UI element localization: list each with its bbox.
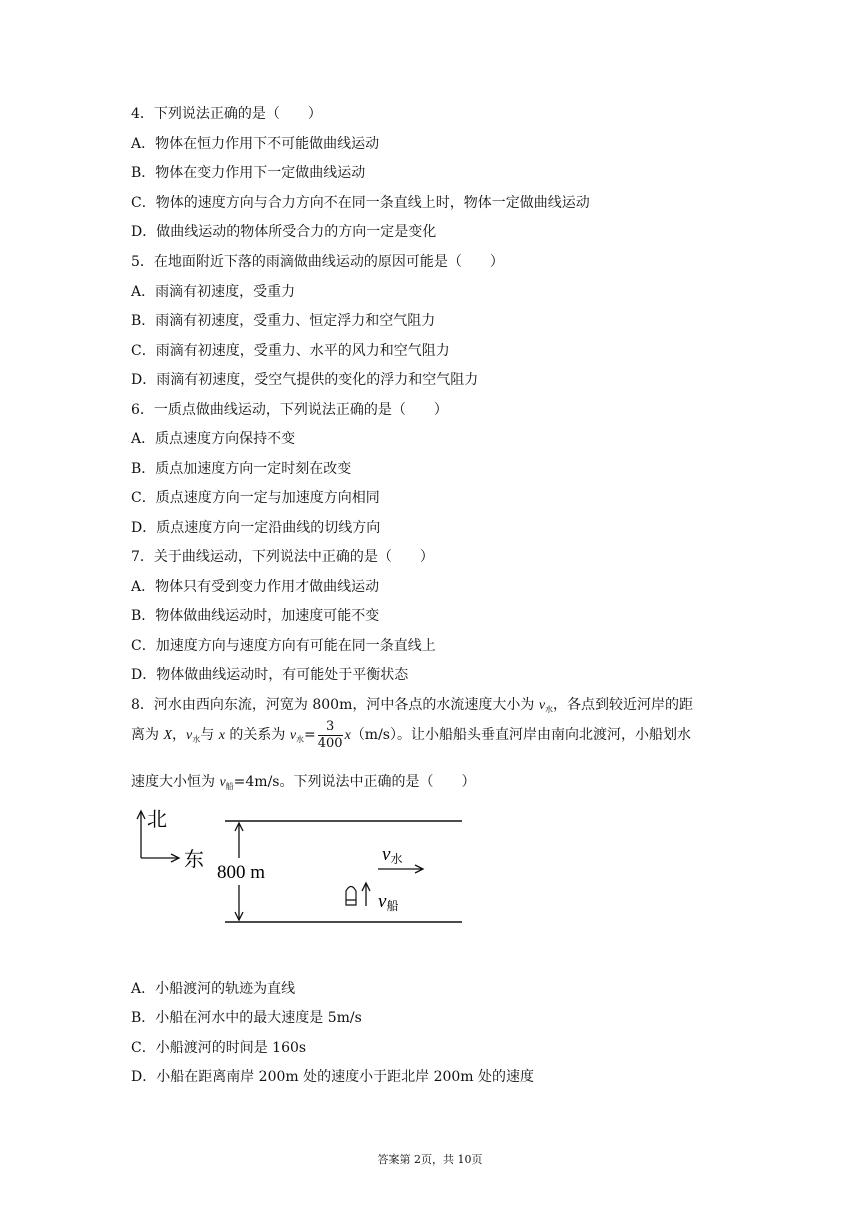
boat-velocity-arrow [362, 883, 370, 906]
q8-stem-line1: 8．河水由西向东流，河宽为 800m，河中各点的水流速度大小为 $v_水$，各点到较近河岸的距 [131, 697, 694, 714]
q4-option-a: A．物体在恒力作用下不可能做曲线运动 [131, 136, 380, 152]
boat-icon [346, 887, 356, 906]
q6-option-c: C．质点速度方向一定与加速度方向相同 [131, 490, 380, 506]
width-label: 800 m [217, 862, 266, 883]
q4-option-c: C．物体的速度方向与合力方向不在同一条直线上时，物体一定做曲线运动 [131, 195, 590, 211]
q5-stem: 5．在地面附近下落的雨滴做曲线运动的原因可能是（ ） [131, 254, 504, 270]
q8-option-d: D．小船在距离南岸 200m 处的速度小于距北岸 200m 处的速度 [131, 1069, 535, 1085]
q7-option-d: D．物体做曲线运动时，有可能处于平衡状态 [131, 667, 409, 683]
q8-stem-line2: 离为 X，$v_水$与 x 的关系为 $v_水=$ $\frac{3}{400}$ x（m/s）。让小船船头垂直河岸由南向北渡河，小船划水 [131, 718, 691, 751]
q7-option-a: A．物体只有受到变力作用才做曲线运动 [131, 579, 380, 595]
q6-option-a: A．质点速度方向保持不变 [131, 431, 296, 447]
north-label: 北 [147, 809, 167, 831]
water-velocity-arrow [378, 865, 423, 873]
river-figure [120, 800, 480, 940]
q6-option-b: B．质点加速度方向一定时刻在改变 [131, 461, 352, 477]
q6-option-d: D．质点速度方向一定沿曲线的切线方向 [131, 520, 381, 536]
v-boat-symbol: v船 [378, 891, 399, 913]
v-water-symbol: v水 [382, 844, 403, 866]
q8-option-a: A．小船渡河的轨迹为直线 [131, 981, 296, 997]
q7-option-c: C．加速度方向与速度方向有可能在同一条直线上 [131, 638, 436, 654]
q5-option-d: D．雨滴有初速度，受空气提供的变化的浮力和空气阻力 [131, 372, 479, 388]
q7-option-b: B．物体做曲线运动时，加速度可能不变 [131, 608, 380, 624]
fraction: $\frac{3}{400}$ [317, 718, 343, 751]
q4-option-d: D．做曲线运动的物体所受合力的方向一定是变化 [131, 224, 437, 240]
east-label: 东 [184, 849, 204, 871]
q8-stem-line3: 速度大小恒为 $v_船=4m/s$。下列说法中正确的是（ ） [131, 774, 476, 791]
page-footer: 答案第 2页，共 10页 [377, 1153, 483, 1166]
q5-option-c: C．雨滴有初速度，受重力、水平的风力和空气阻力 [131, 343, 450, 359]
q4-option-b: B．物体在变力作用下一定做曲线运动 [131, 165, 366, 181]
q5-option-b: B．雨滴有初速度，受重力、恒定浮力和空气阻力 [131, 313, 436, 329]
q8-option-c: C．小船渡河的时间是 160s [131, 1040, 307, 1056]
q8-option-b: B．小船在河水中的最大速度是 5m/s [131, 1010, 362, 1026]
q7-stem: 7．关于曲线运动，下列说法中正确的是（ ） [131, 549, 434, 565]
q6-stem: 6．一质点做曲线运动，下列说法正确的是（ ） [131, 402, 448, 418]
q5-option-a: A．雨滴有初速度，受重力 [131, 284, 296, 300]
q4-stem: 4．下列说法正确的是（ ） [131, 106, 322, 122]
